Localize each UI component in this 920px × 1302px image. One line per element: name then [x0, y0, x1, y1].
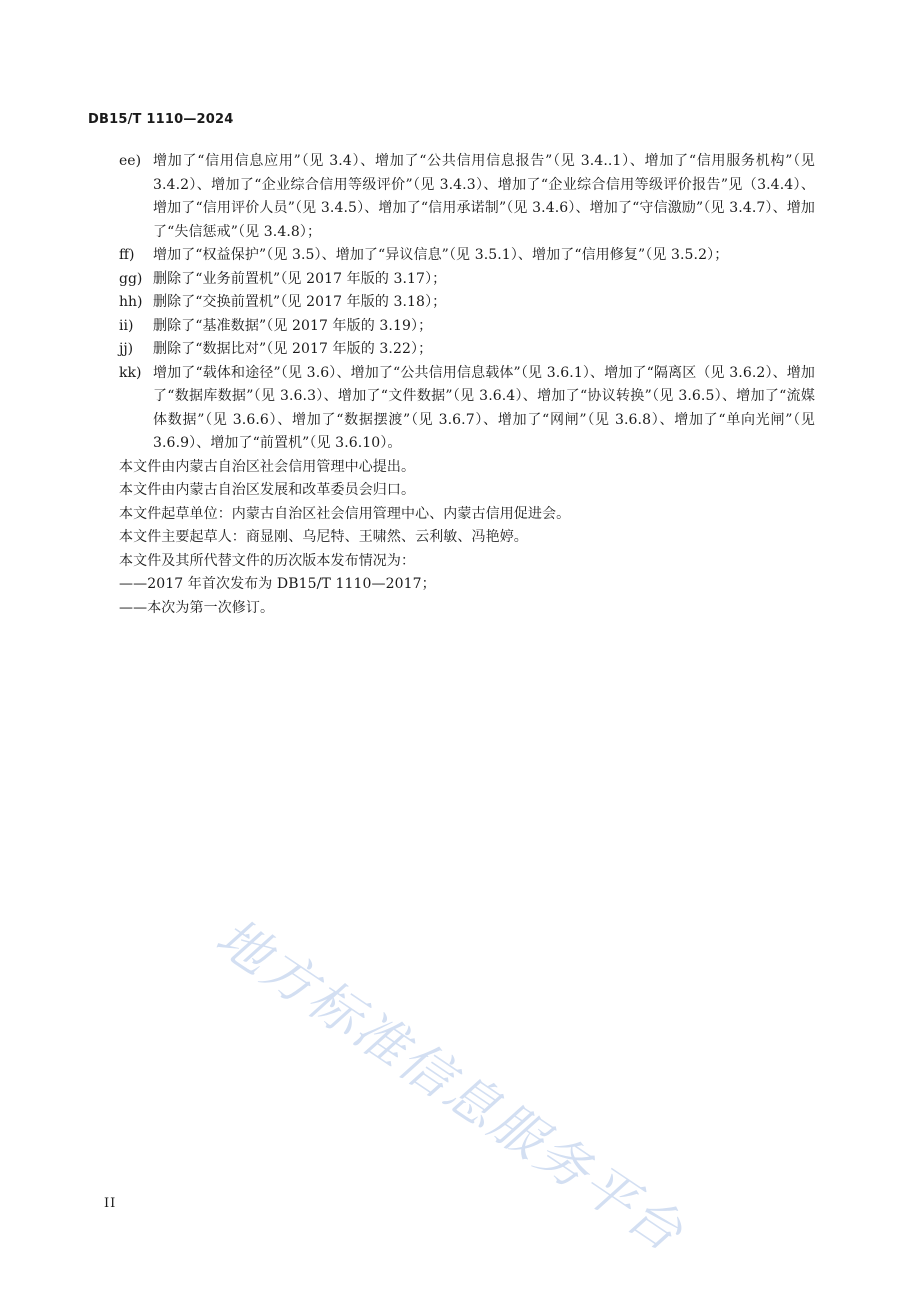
list-item	[119, 338, 815, 362]
drafters-paragraph: 本文件主要起草人：商显刚、乌尼特、王啸然、云利敏、冯艳婷。	[119, 529, 528, 545]
version-history-item: ——本次为第一次修订。	[119, 599, 275, 616]
list-item	[119, 150, 815, 244]
document-code-header: DB15/T 1110—2024	[88, 112, 234, 127]
version-history-intro: 本文件及其所代替文件的历次版本发布情况为：	[119, 552, 416, 569]
list-item-text: 删除了“数据比对”（见 2017 年版的 3.22）；	[153, 341, 433, 357]
watermark: 地方标准信息服务平台	[205, 907, 695, 1265]
list-item-marker: gg)	[119, 270, 143, 287]
version-history-item: ——2017 年首次发布为 DB15/T 1110—2017；	[119, 576, 436, 592]
drafting-units-paragraph: 本文件起草单位：内蒙古自治区社会信用管理中心、内蒙古信用促进会。	[119, 505, 571, 522]
list-item-marker: ff)	[119, 247, 135, 263]
list-item-marker: ii)	[119, 317, 134, 334]
list-item	[119, 315, 815, 339]
list-item-text: 增加了“信用信息应用”（见 3.4）、增加了“公共信用信息报告”（见 3.4..1）、增加了“信用服务机构”（见 3.4.2）、增加了“企业综合信用等级评价”（见 3.4.3）、增加了“企业综合信用等级评价报告”见（3.4.4）、增加了“信用评价人员”（见 3.4.5）、增加了“信用承诺制”（见 3.4.6）、增加了“守信激励”（见 3.4.7）、增加了“失信惩戒”（见 3.4.8）；	[153, 153, 815, 240]
page-number: II	[104, 1196, 117, 1211]
list-item-marker: kk)	[119, 364, 142, 381]
list-item-text: 删除了“业务前置机”（见 2017 年版的 3.17）；	[153, 270, 447, 287]
list-item-marker: hh)	[119, 294, 143, 310]
list-item-marker: ee)	[119, 153, 142, 169]
list-item-text: 删除了“交换前置机”（见 2017 年版的 3.18）；	[153, 294, 447, 310]
list-item	[119, 362, 815, 456]
list-item-marker: jj)	[119, 341, 134, 357]
list-item	[119, 291, 815, 315]
list-item-text: 删除了“基准数据”（见 2017 年版的 3.19）；	[153, 317, 433, 334]
list-item-text: 增加了“载体和途径”（见 3.6）、增加了“公共信用信息载体”（见 3.6.1）、增加了“隔离区（见 3.6.2）、增加了“数据库数据”（见 3.6.3）、增加了“文件数据”（见 3.6.4）、增加了“协议转换”（见 3.6.5）、增加了“流媒体数据”（见 3.6.6）、增加了“数据摆渡”（见 3.6.7）、增加了“网闸”（见 3.6.8）、增加了“单向光闸”（见 3.6.9）、增加了“前置机”（见 3.6.10）。	[153, 364, 815, 451]
list-item-text: 增加了“权益保护”（见 3.5）、增加了“异议信息”（见 3.5.1）、增加了“信用修复”（见 3.5.2）；	[153, 247, 729, 263]
proposer-paragraph: 本文件由内蒙古自治区社会信用管理中心提出。	[119, 458, 416, 475]
administrator-paragraph: 本文件由内蒙古自治区发展和改革委员会归口。	[119, 482, 416, 498]
list-item	[119, 268, 815, 292]
list-item	[119, 244, 815, 268]
document-body	[119, 150, 815, 620]
